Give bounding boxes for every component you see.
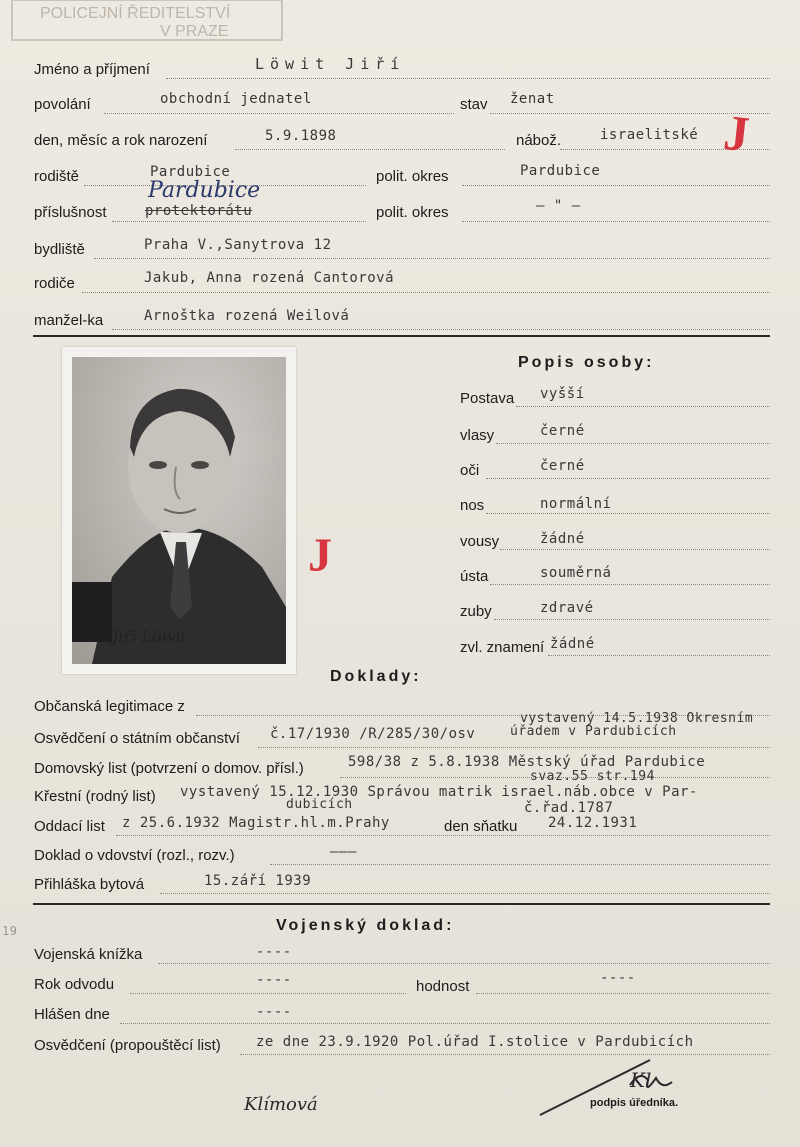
dotted-line: [270, 864, 770, 865]
stamp-line-1: POLICEJNÍ ŘEDITELSTVÍ: [40, 5, 231, 22]
citizenship-handwritten: Pardubice: [148, 178, 261, 203]
dotted-line: [158, 963, 770, 964]
desc-label-marks: zvl. znamení: [460, 639, 545, 656]
dotted-line: [235, 149, 505, 150]
baptism-value: vystavený 15.12.1930 Správou matrik israel.náb.obce v Par-: [180, 784, 698, 800]
desc-value-eyes: černé: [540, 458, 585, 474]
status-value: ženat: [510, 91, 555, 107]
citizenship-struck: protektorátu: [145, 203, 253, 219]
year-value: ----: [256, 972, 292, 988]
baptism-label: Křestní (rodný list): [34, 788, 156, 805]
dotted-line: [496, 443, 770, 444]
dotted-line: [548, 655, 770, 656]
dotted-line: [258, 747, 770, 748]
dotted-line: [82, 292, 770, 293]
year-label: Rok odvodu: [34, 976, 115, 993]
dotted-line: [112, 221, 366, 222]
home-value: 598/38 z 5.8.1938 Městský úřad Pardubice: [348, 754, 706, 770]
baptism-ref: svaz.55 str.194: [530, 769, 655, 784]
reported-value: ----: [256, 1004, 292, 1020]
citizen-value: č.17/1930 /R/285/30/osv: [270, 726, 476, 742]
widow-label: Doklad o vdovství (rozl., rozv.): [34, 847, 235, 864]
portrait-image: [72, 357, 286, 664]
birth-label: den, měsíc a rok narození: [34, 132, 208, 149]
dotted-line: [490, 584, 770, 585]
dotted-line: [500, 549, 770, 550]
dotted-line: [130, 993, 406, 994]
desc-label-eyes: oči: [460, 462, 480, 479]
desc-value-marks: žádné: [550, 636, 595, 652]
dotted-line: [486, 513, 770, 514]
clerk-signature: Klímová: [244, 1094, 318, 1115]
status-label: stav: [460, 96, 488, 113]
book-value: ----: [256, 944, 292, 960]
birthplace-label: rodiště: [34, 168, 80, 185]
id-label: Občanská legitimace z: [34, 698, 185, 715]
baptism-cont: dubicích: [286, 797, 353, 812]
birth-value: 5.9.1898: [265, 128, 337, 144]
name-value: Löwit Jiří: [255, 55, 406, 73]
description-heading: Popis osoby:: [518, 354, 655, 371]
wedding-value: 24.12.1931: [548, 815, 638, 831]
signature-label: podpis úředníka.: [590, 1097, 679, 1109]
citizenship-label: příslušnost: [34, 204, 107, 221]
dotted-line: [476, 993, 770, 994]
spouse-label: manžel-ka: [34, 312, 104, 329]
citizen-office: úřadem v Pardubicích: [510, 724, 677, 739]
desc-value-build: vyšší: [540, 386, 585, 402]
residence-value: Praha V.,Sanytrova 12: [144, 237, 332, 253]
religion-value: israelitské: [600, 127, 699, 143]
desc-label-hair: vlasy: [460, 427, 495, 444]
desc-value-hair: černé: [540, 423, 585, 439]
dotted-line: [494, 619, 770, 620]
dotted-line: [462, 221, 770, 222]
district-label: polit. okres: [376, 168, 449, 185]
section-divider: [33, 335, 770, 337]
desc-value-teeth: zdravé: [540, 600, 594, 616]
residence-label: bydliště: [34, 241, 85, 258]
citizen-issued: vystavený 14.5.1938 Okresním: [520, 711, 754, 726]
dotted-line: [166, 78, 770, 79]
dotted-line: [112, 329, 770, 330]
dotted-line: [104, 113, 454, 114]
desc-label-mouth: ústa: [460, 568, 489, 585]
marriage-value: z 25.6.1932 Magistr.hl.m.Prahy: [122, 815, 390, 831]
widow-value: –––: [330, 844, 357, 860]
birthplace-value: Pardubice: [150, 164, 231, 180]
official-signature: Kl: [630, 1068, 652, 1092]
occupation-value: obchodní jednatel: [160, 91, 312, 107]
discharge-label: Osvědčení (propouštěcí list): [34, 1037, 221, 1054]
book-label: Vojenská knížka: [34, 946, 143, 963]
housing-value: 15.září 1939: [204, 873, 312, 889]
documents-heading: Doklady:: [330, 668, 422, 685]
dotted-line: [516, 406, 770, 407]
desc-label-nose: nos: [460, 497, 485, 514]
district2-label: polit. okres: [376, 204, 449, 221]
section-divider: [33, 903, 770, 905]
dotted-line: [94, 258, 770, 259]
name-label: Jméno a příjmení: [34, 61, 150, 78]
desc-label-build: Postava: [460, 390, 515, 407]
dotted-line: [160, 893, 770, 894]
district2-value: – " –: [536, 198, 581, 214]
margin-number: 19: [2, 924, 18, 938]
desc-value-beard: žádné: [540, 531, 585, 547]
reported-label: Hlášen dne: [34, 1006, 110, 1023]
dotted-line: [116, 835, 770, 836]
photo-signature: Jiří Löwit: [112, 627, 187, 646]
spouse-value: Arnoštka rozená Weilová: [144, 308, 350, 324]
desc-value-nose: normální: [540, 496, 612, 512]
rank-label: hodnost: [416, 978, 470, 995]
dotted-line: [462, 185, 770, 186]
wedding-label: den sňatku: [444, 818, 518, 835]
desc-label-teeth: zuby: [460, 603, 492, 620]
desc-label-beard: vousy: [460, 533, 500, 550]
religion-label: nábož.: [516, 132, 562, 149]
rank-value: ----: [600, 970, 636, 986]
district-value: Pardubice: [520, 163, 601, 179]
home-label: Domovský list (potvrzení o domov. přísl.): [34, 760, 304, 777]
stamp-line-2: V PRAZE: [160, 23, 229, 40]
military-heading: Vojenský doklad:: [276, 917, 455, 934]
citizen-label: Osvědčení o státním občanství: [34, 730, 240, 747]
baptism-ref2: č.řad.1787: [524, 800, 614, 816]
parents-label: rodiče: [34, 275, 75, 292]
discharge-value: ze dne 23.9.1920 Pol.úřad I.stolice v Pardubicích: [256, 1034, 694, 1050]
parents-value: Jakub, Anna rozená Cantorová: [144, 270, 395, 286]
desc-value-mouth: souměrná: [540, 565, 612, 581]
dotted-line: [486, 478, 770, 479]
dotted-line: [120, 1023, 770, 1024]
j-stamp-top: J: [721, 103, 752, 163]
portrait-photo-frame: [62, 347, 296, 674]
occupation-label: povolání: [34, 96, 91, 113]
j-stamp-middle: J: [308, 529, 332, 582]
housing-label: Přihláška bytová: [34, 876, 145, 893]
marriage-label: Oddací list: [34, 818, 105, 835]
portrait-photo: [72, 357, 286, 664]
